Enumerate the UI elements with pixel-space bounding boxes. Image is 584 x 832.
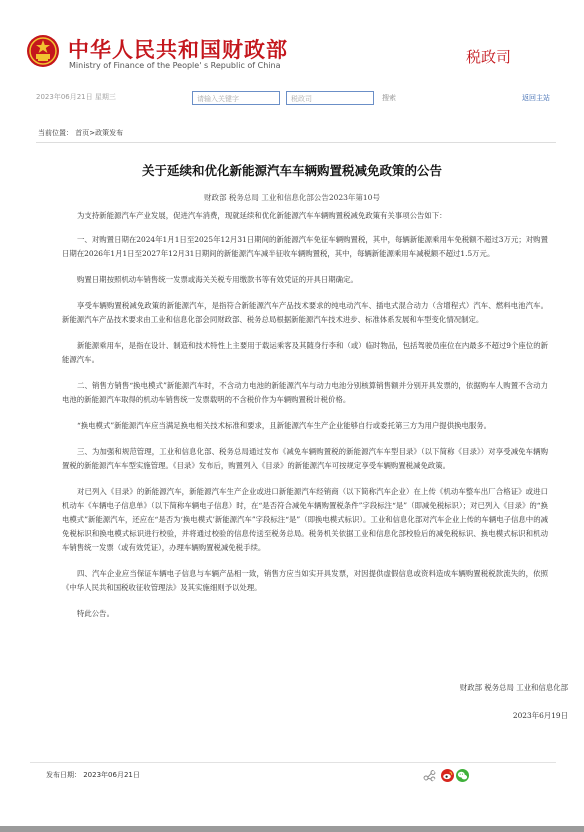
- article-paragraph: 享受车辆购置税减免政策的新能源汽车，是指符合新能源汽车产品技术要求的纯电动汽车、插电式混合动力（含增程式）汽车、燃料电池汽车。新能源汽车产品技术要求由工业和信息化部会同财政部、税务总局根据新能源汽车技术进步、标准体系发展和车型变化情况制定。: [62, 301, 548, 324]
- search-button[interactable]: 搜索: [382, 94, 396, 102]
- site-header: [0, 0, 584, 80]
- department-name[interactable]: 税政司: [466, 48, 512, 66]
- home-link[interactable]: 返回主站: [522, 94, 550, 102]
- article-paragraph: 一、对购置日期在2024年1月1日至2025年12月31日期间的新能源汽车免征车辆购置税，其中，每辆新能源乘用车免税额不超过3万元；对购置日期在2026年1月1日至2027年12月31日期间的新能源汽车减半征收车辆购置税，其中，每辆新能源乘用车减税额不超过1.5万元。: [62, 235, 548, 258]
- site-title-cn[interactable]: 中华人民共和国财政部: [68, 38, 288, 62]
- national-emblem-icon[interactable]: [26, 34, 60, 68]
- article-paragraph: 特此公告。: [77, 609, 114, 618]
- weibo-icon[interactable]: [441, 769, 454, 782]
- document-number: 财政部 税务总局 工业和信息化部公告2023年第10号: [204, 193, 380, 202]
- article-paragraph: 三、为加强和规范管理，工业和信息化部、税务总局通过发布《减免车辆购置税的新能源汽车车型目录》（以下简称《目录》）对享受减免车辆购置税的新能源汽车车型实施管理。《目录》发布后，购置列入《目录》的新能源汽车可按规定享受车辆购置税减免政策。: [62, 447, 548, 470]
- article-paragraph: 四、汽车企业应当保证车辆电子信息与车辆产品相一致，销售方应当如实开具发票，对因提供虚假信息或资料造成车辆购置税税款流失的，依照《中华人民共和国税收征收管理法》及其实施细则予以处理。: [62, 569, 548, 592]
- top-toolbar: [0, 88, 584, 108]
- footer-divider: [30, 762, 556, 763]
- article-paragraph: 新能源乘用车，是指在设计、制造和技术特性上主要用于载运乘客及其随身行李和（或）临时物品，包括驾驶员座位在内最多不超过9个座位的新能源汽车。: [62, 341, 548, 364]
- publish-date: 发布日期： 2023年06月21日: [46, 771, 140, 779]
- article-paragraph: 为支持新能源汽车产业发展，促进汽车消费，现就延续和优化新能源汽车车辆购置税减免政策有关事项公告如下：: [77, 211, 447, 220]
- share-link-icon[interactable]: [423, 769, 436, 782]
- search-scope-select[interactable]: 税政司: [286, 91, 374, 105]
- sign-date: 2023年6月19日: [512, 711, 568, 720]
- article-title: 关于延续和优化新能源汽车车辆购置税减免政策的公告: [141, 163, 442, 178]
- site-title-en: Ministry of Finance of the People' s Republic of China: [69, 61, 281, 70]
- signatories: 财政部 税务总局 工业和信息化部: [459, 683, 568, 692]
- article-paragraph: 对已列入《目录》的新能源汽车，新能源汽车生产企业或进口新能源汽车经销商（以下简称汽车企业）在上传《机动车整车出厂合格证》或进口机动车《车辆电子信息单》（以下简称车辆电子信息）时，在“是否符合减免车辆购置税条件”字段标注“是”（即减免税标识）；对已列入《目录》的“换电模式”新能源汽车，还应在“是否为‘换电模式’新能源汽车”字段标注“是”（即换电模式标识）。工业和信息化部对汽车企业上传的车辆电子信息中的减免税标识和换电模式标识进行校验，并将通过校验的信息传送至税务总局。税务机关依据工业和信息化部校验后的减免税标识、换电模式标识和机动车销售统一发票（或有效凭证），办理车辆购置税减免税手续。: [62, 487, 548, 552]
- wechat-icon[interactable]: [456, 769, 469, 782]
- breadcrumb[interactable]: 当前位置： 首页>政策发布: [38, 129, 124, 137]
- search-input[interactable]: 请输入关键字: [192, 91, 280, 105]
- article-paragraph: “换电模式”新能源汽车应当满足换电相关技术标准和要求，且新能源汽车生产企业能够自行或委托第三方为用户提供换电服务。: [77, 421, 492, 430]
- article-paragraph: 二、销售方销售“换电模式”新能源汽车时，不含动力电池的新能源汽车与动力电池分别核算销售额并分别开具发票的，依据购车人购置不含动力电池的新能源汽车取得的机动车销售统一发票载明的不含税价作为车辆购置税计税价格。: [62, 381, 548, 404]
- article-paragraph: 购置日期按照机动车销售统一发票或海关关税专用缴款书等有效凭证的开具日期确定。: [77, 275, 358, 284]
- current-date: 2023年06月21日 星期三: [36, 93, 116, 101]
- breadcrumb-divider: [36, 142, 556, 143]
- article-body: [62, 209, 548, 633]
- page-bottom-bar: [0, 826, 584, 832]
